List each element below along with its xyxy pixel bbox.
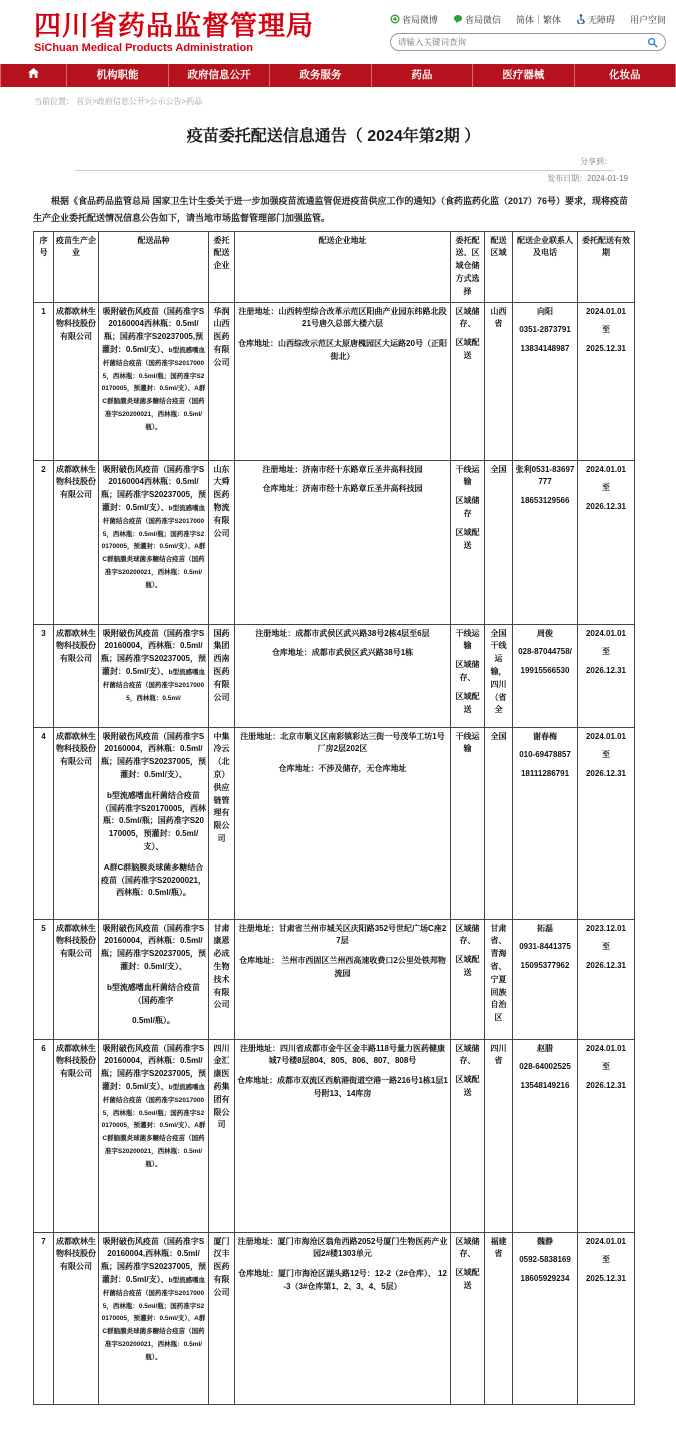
stack-line: 区域配送 — [455, 691, 480, 714]
cell-variety — [99, 727, 209, 919]
stack-line: 至 — [602, 325, 610, 335]
stack-line: 区域储存、 — [455, 306, 480, 329]
variety-segment: A群C群脑膜炎球菌多糖结合疫苗（国药准字S20200021，西林瓶：0.5ml/瓶）。 — [101, 862, 206, 898]
cell-validity — [578, 1039, 635, 1232]
logo-title: 四川省药品监督管理局 — [34, 11, 314, 41]
nav-item-1[interactable]: 政府信息公开 — [168, 64, 269, 87]
stack-line: 干线运输 — [455, 628, 480, 651]
top-link-weibo[interactable] — [390, 13, 438, 26]
cell-carrier: 厦门汉丰医药有限公司 — [209, 1232, 235, 1404]
stack-line: 2024.01.01 — [585, 1236, 627, 1246]
stack-line: 干线运输 — [455, 464, 480, 487]
cell-manufacturer: 成都欧林生物科技股份有限公司 — [54, 727, 99, 919]
cell-region: 福建省 — [485, 1232, 513, 1404]
stack-line: 拓磊 — [537, 923, 553, 933]
site-header — [0, 0, 676, 60]
stack-line: 区域配送 — [455, 955, 480, 977]
cell-address — [235, 302, 451, 460]
variety-segment: 吸附破伤风疫苗（国药准字S20160004，西林瓶：0.5ml/瓶；国药准字S20237005，预灌封：0.5ml/支）、 — [101, 1043, 206, 1091]
cell-mode — [451, 919, 485, 1039]
stack-line: 2024.01.01 — [585, 731, 627, 741]
cell-carrier: 华润山西医药有限公司 — [209, 302, 235, 460]
cell-address — [235, 727, 451, 919]
stack-line: 区域储存、 — [455, 1043, 480, 1066]
stack-line: 区域配送 — [455, 338, 480, 360]
variety-segment: 吸附破伤风疫苗（国药准字S20160004，西林瓶：0.5ml/瓶；国药准字S20237005，预灌封：0.5ml/支）、 — [101, 923, 206, 971]
nav-item-5[interactable]: 化妆品 — [574, 64, 675, 87]
stack-line: 2026.12.31 — [585, 666, 627, 676]
addr-line: 仓库地址：山西综改示范区太原唐槐园区大运路20号（正阳街北） — [238, 339, 447, 361]
main-nav — [0, 64, 676, 87]
variety-segment: b型流感嗜血杆菌结合疫苗（国药准字 — [107, 982, 200, 1005]
cell-manufacturer: 成都欧林生物科技股份有限公司 — [54, 460, 99, 624]
variety-segment: b型流感嗜血杆菌结合疫苗（国药准字S20170005，西林瓶：0.5ml/ — [102, 669, 206, 702]
variety-segment: b型流感嗜血杆菌结合疫苗（国药准字S20170005，西林瓶：0.5ml/瓶；国药准字S20170005，预灌封：0.5ml/支）、A群C群脑膜炎球菌多糖结合疫苗（国药准字S20200021，西林瓶：0.5ml/瓶）。 — [101, 347, 206, 431]
cell-validity — [578, 727, 635, 919]
header-right — [390, 12, 666, 51]
cell-carrier: 甘肃康恩必成生物技术有限公司 — [209, 919, 235, 1039]
table-row — [34, 727, 635, 919]
stack-line: 028-64002525 — [519, 1062, 571, 1072]
stack-line: 张利0531-83697777 — [515, 464, 575, 487]
table-row — [34, 1039, 635, 1232]
table-row — [34, 460, 635, 624]
stack-line: 2026.12.31 — [585, 961, 627, 971]
cell-mode — [451, 460, 485, 624]
table-header-3: 委托配送企业 — [209, 231, 235, 302]
cell-region: 甘肃省、青海省、宁夏回族自治区 — [485, 919, 513, 1039]
table-row — [34, 624, 635, 727]
stack-line: 至 — [602, 483, 610, 493]
stack-line: 至 — [602, 750, 610, 760]
home-icon — [28, 64, 39, 87]
top-link-label: 简体｜繁体 — [515, 15, 561, 25]
stack-line: 2026.12.31 — [585, 769, 627, 779]
variety-segment: 吸附破伤风疫苗（国药准字S20160004，西林瓶：0.5ml/瓶；国药准字S20237005，预灌封：0.5ml/支）、 — [101, 628, 206, 676]
nav-item-3[interactable]: 药品 — [371, 64, 472, 87]
cell-address — [235, 1039, 451, 1232]
stack-line: 13834148987 — [520, 344, 570, 354]
cell-no: 2 — [34, 460, 54, 624]
top-link-label: 省局微信 — [464, 15, 501, 25]
cell-region: 全国 — [485, 460, 513, 624]
table-row — [34, 919, 635, 1039]
cell-no: 7 — [34, 1232, 54, 1404]
cell-validity — [578, 460, 635, 624]
stack-line: 魏静 — [537, 1236, 553, 1246]
stack-line: 2025.12.31 — [585, 344, 627, 354]
table-header-8: 委托配送有效期 — [578, 231, 635, 302]
divider — [75, 170, 614, 171]
cell-variety — [99, 1039, 209, 1232]
stack-line: 向阳 — [537, 306, 553, 316]
stack-line: 18111286791 — [520, 769, 570, 779]
addr-line: 注册地址：山西转型综合改革示范区阳曲产业园东纬路北段21号唐久总部大楼六层 — [238, 306, 447, 329]
table-body — [34, 302, 635, 1404]
stack-line: 赵腊 — [537, 1043, 553, 1053]
stack-line: 区域储存、 — [455, 660, 480, 682]
addr-line: 仓库地址：济南市经十东路章丘圣井高科技园 — [262, 484, 423, 494]
stack-line: 2023.12.01 — [585, 923, 627, 933]
cell-region: 四川省 — [485, 1039, 513, 1232]
page-title: 疫苗委托配送信息通告（ 2024年第2期 ） — [186, 128, 481, 146]
cell-region: 山西省 — [485, 302, 513, 460]
cell-address — [235, 919, 451, 1039]
cell-variety — [99, 460, 209, 624]
stack-line: 0592-5838169 — [519, 1255, 571, 1265]
stack-line: 至 — [602, 1255, 610, 1265]
logo-subtitle: SiChuan Medical Products Administration — [34, 42, 254, 55]
stack-line: 2024.01.01 — [585, 628, 627, 638]
stack-line: 2026.12.31 — [585, 502, 627, 512]
cell-no: 5 — [34, 919, 54, 1039]
stack-line: 18653129566 — [520, 496, 570, 506]
delivery-table — [33, 231, 635, 1405]
cell-no: 1 — [34, 302, 54, 460]
stack-line: 2026.12.31 — [585, 1081, 627, 1091]
stack-line: 区域配送 — [455, 1268, 480, 1290]
stack-line: 19915566530 — [520, 666, 570, 676]
table-header-5: 委托配送、区域仓储方式选择 — [451, 231, 485, 302]
cell-region: 全国干线运输，四川（省全 — [485, 624, 513, 727]
stack-line: 18605929234 — [520, 1274, 570, 1284]
breadcrumb[interactable]: 当前位置： 首页>政府信息公开>公示公告>药品 — [34, 97, 203, 107]
top-link-lang[interactable] — [516, 13, 561, 26]
cell-carrier: 中集冷云（北京）供应链管理有限公司 — [209, 727, 235, 919]
addr-line: 仓库地址：不涉及储存，无仓库地址 — [278, 764, 407, 774]
table-header-4: 配送企业地址 — [235, 231, 451, 302]
cell-carrier: 四川金汇康医药集团有限公司 — [209, 1039, 235, 1232]
addr-line: 注册地址：甘肃省兰州市城关区庆阳路352号世纪广场C座27层 — [238, 923, 447, 946]
search-box — [390, 33, 666, 51]
table-row — [34, 1232, 635, 1404]
cell-mode — [451, 1232, 485, 1404]
accessibility-icon — [576, 14, 586, 26]
wechat-icon — [453, 14, 463, 26]
variety-segment: 吸附破伤风疫苗（国药准字S20160004,西林瓶：0.5ml/瓶；国药准字S20237005，预灌封：0.5ml/支）、 — [101, 1236, 206, 1284]
variety-segment: 0.5ml/瓶）。 — [132, 1016, 175, 1026]
table-head — [34, 231, 635, 302]
addr-line: 注册地址：北京市顺义区南彩镇彩达三街一号茂华工坊1号厂房2层202区 — [240, 731, 445, 754]
cell-contact — [513, 460, 578, 624]
cell-mode — [451, 727, 485, 919]
search-icon[interactable] — [647, 37, 658, 48]
cell-variety — [99, 1232, 209, 1404]
stack-line: 谢春梅 — [533, 731, 557, 741]
stack-line: 2024.01.01 — [585, 306, 627, 316]
stack-line: 区域储存、 — [455, 1236, 480, 1259]
table-header-2: 配送品种 — [99, 231, 209, 302]
table-row — [34, 302, 635, 460]
cell-no: 4 — [34, 727, 54, 919]
stack-line: 至 — [602, 647, 610, 657]
weibo-icon — [390, 14, 400, 26]
publish-date: 发布日期：2024-01-19 — [547, 174, 628, 184]
stack-line: 区域配送 — [455, 527, 480, 550]
cell-mode — [451, 624, 485, 727]
cell-address — [235, 1232, 451, 1404]
cell-variety — [99, 919, 209, 1039]
stack-line: 区域储存、 — [455, 923, 480, 946]
variety-segment: b型流感嗜血杆菌结合疫苗（国药准字S20170005，西林瓶：0.5ml/瓶；国药准字S20170005，预灌封：0.5ml/支）、A群C群脑膜炎球菌多糖结合疫苗（国药准字S20200021，西林瓶：0.5ml/瓶）。 — [101, 1277, 206, 1361]
stack-line: 010-69478857 — [519, 750, 571, 760]
cell-validity — [578, 624, 635, 727]
nav-item-home[interactable] — [0, 64, 66, 87]
table-header-7: 配送企业联系人及电话 — [513, 231, 578, 302]
cell-contact — [513, 624, 578, 727]
nav-item-4[interactable]: 医疗器械 — [472, 64, 573, 87]
stack-line: 至 — [602, 942, 610, 952]
addr-line: 仓库地址：厦门市海沧区湖头路12号：12-2（2#仓库）、 12-3（3#仓库第1、2、3、4、5层） — [238, 1269, 447, 1291]
cell-validity — [578, 919, 635, 1039]
cell-region: 全国 — [485, 727, 513, 919]
cell-manufacturer: 成都欧林生物科技股份有限公司 — [54, 302, 99, 460]
stack-line: 028-87044758/ — [518, 647, 572, 657]
cell-address — [235, 460, 451, 624]
stack-line: 13548149216 — [520, 1081, 570, 1091]
top-link-label: 用户空间 — [629, 15, 666, 25]
variety-segment: 吸附破伤风疫苗（国药准字S20160004，西林瓶：0.5ml/瓶；国药准字S20237005，预灌封：0.5ml/支）、 — [101, 731, 206, 779]
addr-line: 注册地址：厦门市海沧区翁角西路2052号厦门生物医药产业园2#楼1303单元 — [237, 1236, 448, 1259]
addr-line: 注册地址：济南市经十东路章丘圣井高科技园 — [262, 464, 423, 474]
cell-validity — [578, 1232, 635, 1404]
addr-line: 仓库地址： 兰州市西固区兰州西高速收费口2公里处铁邦物流园 — [239, 956, 446, 978]
stack-line: 至 — [602, 1062, 610, 1072]
table-header-0: 序号 — [34, 231, 54, 302]
addr-line: 注册地址：四川省成都市金牛区金丰路118号量力医药健康城7号楼8层804、805、806、807、808号 — [240, 1043, 445, 1066]
variety-segment: b型流感嗜血杆菌结合疫苗（国药准字S20170005，西林瓶：0.5ml/瓶；国药准字S20170005，预灌封：0.5ml/支）、A群C群脑膜炎球菌多糖结合疫苗（国药准字S20200021，西林瓶：0.5ml/瓶）。 — [101, 505, 206, 589]
cell-contact — [513, 727, 578, 919]
nav-item-0[interactable]: 机构职能 — [66, 64, 167, 87]
nav-item-2[interactable]: 政务服务 — [269, 64, 370, 87]
intro-paragraph: 根据《食品药品监管总局 国家卫生计生委关于进一步加强疫苗流通监管促进疫苗供应工作的通知》（食药监药化监（2017）76号）要求，现将疫苗生产企业委托配送情况信息公告如下，请当地市场监督管理部门加强监管。 — [33, 196, 629, 223]
search-input[interactable] — [398, 37, 647, 47]
cell-manufacturer: 成都欧林生物科技股份有限公司 — [54, 1039, 99, 1232]
top-link-user[interactable] — [630, 13, 666, 26]
table-header-6: 配送区域 — [485, 231, 513, 302]
stack-line: 0351-2873791 — [519, 325, 571, 335]
stack-line: 区域储存 — [455, 496, 480, 518]
article — [33, 123, 634, 1404]
cell-contact — [513, 302, 578, 460]
cell-mode — [451, 302, 485, 460]
top-link-wechat[interactable] — [453, 13, 501, 26]
stack-line: 周俊 — [537, 628, 553, 638]
variety-segment: b型流感嗜血杆菌结合疫苗（国药准字S20170005，西林瓶：0.5ml/瓶；国药准字S20170005，预灌封：0.5ml/支）、A群C群脑膜炎球菌多糖结合疫苗（国药准字S20200021，西林瓶：0.5ml/瓶）。 — [101, 1084, 206, 1168]
cell-contact — [513, 1039, 578, 1232]
cell-manufacturer: 成都欧林生物科技股份有限公司 — [54, 919, 99, 1039]
top-link-label: 无障碍 — [587, 15, 615, 25]
top-link-label: 省局微博 — [402, 15, 439, 25]
stack-line: 区域配送 — [455, 1075, 480, 1097]
addr-line: 仓库地址：成都市武侯区武兴路38号1栋 — [271, 648, 414, 658]
variety-segment: 吸附破伤风疫苗（国药准字S20160004西林瓶：0.5ml/瓶；国药准字S20237005，预灌封：0.5ml/支）、 — [101, 464, 206, 512]
cell-no: 3 — [34, 624, 54, 727]
top-links — [390, 13, 666, 26]
cell-carrier: 国药集团西南医药有限公司 — [209, 624, 235, 727]
stack-line: 2024.01.01 — [585, 1043, 627, 1053]
cell-variety — [99, 302, 209, 460]
addr-line: 注册地址：成都市武侯区武兴路38号2栋4层至6层 — [255, 628, 430, 638]
variety-segment: 吸附破伤风疫苗（国药准字S20160004西林瓶：0.5ml/瓶；国药准字S20237005,预灌封：0.5ml/支）、 — [101, 306, 205, 354]
addr-line: 仓库地址：成都市双流区西航港街道空港一路216号1栋1层1号附13、14库房 — [237, 1076, 448, 1098]
table-header-1: 疫苗生产企业 — [54, 231, 99, 302]
cell-manufacturer: 成都欧林生物科技股份有限公司 — [54, 1232, 99, 1404]
cell-variety — [99, 624, 209, 727]
site-logo[interactable] — [34, 12, 314, 54]
cell-contact — [513, 1232, 578, 1404]
stack-line: 0931-8441375 — [519, 942, 571, 952]
top-link-accessibility[interactable] — [576, 13, 615, 26]
cell-mode — [451, 1039, 485, 1232]
cell-manufacturer: 成都欧林生物科技股份有限公司 — [54, 624, 99, 727]
stack-line: 干线运输 — [455, 731, 480, 754]
cell-address — [235, 624, 451, 727]
share-label[interactable]: 分享到： — [580, 157, 612, 167]
variety-segment: b型流感嗜血杆菌结合疫苗（国药准字S20170005，西林瓶：0.5ml/瓶；国药准字S20170005，预灌封：0.5ml/支）、 — [101, 790, 206, 851]
table-header-row — [34, 231, 635, 302]
cell-contact — [513, 919, 578, 1039]
cell-no: 6 — [34, 1039, 54, 1232]
stack-line: 2024.01.01 — [585, 464, 627, 474]
cell-carrier: 山东大舜医药物流有限公司 — [209, 460, 235, 624]
cell-validity — [578, 302, 635, 460]
stack-line: 15095377962 — [520, 961, 570, 971]
stack-line: 2025.12.31 — [585, 1274, 627, 1284]
